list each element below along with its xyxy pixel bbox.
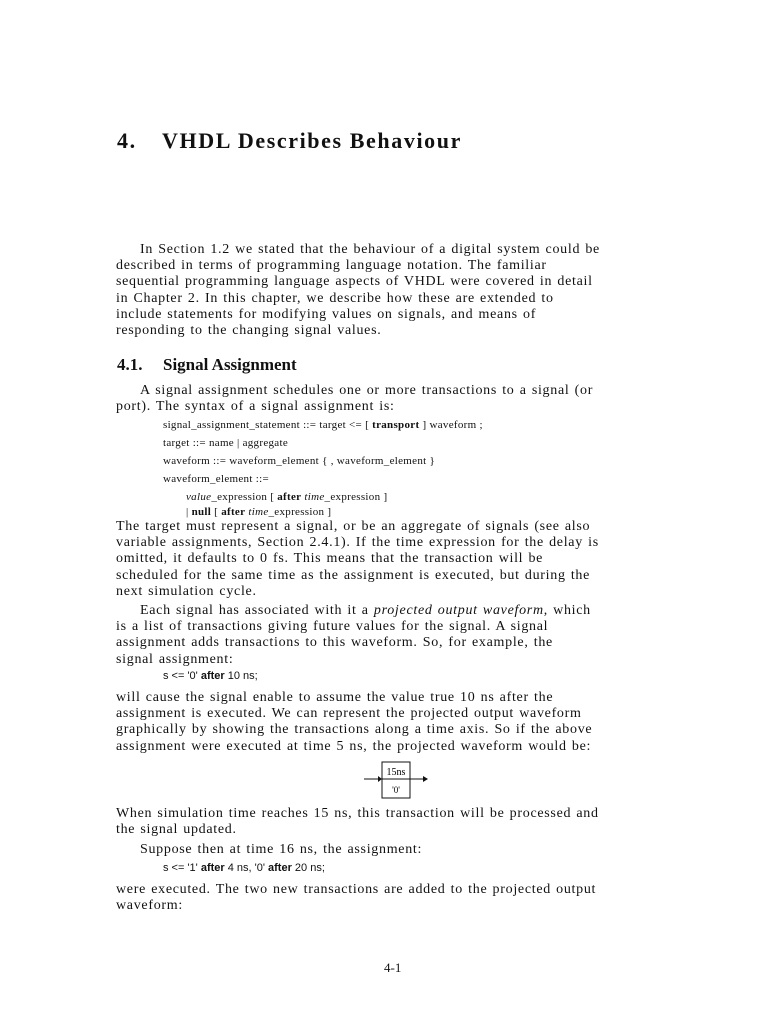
section-number: 4.1. [117,355,143,374]
keyword-after: after [200,862,225,874]
text-line: next simulation cycle. [116,583,257,599]
grammar-line: waveform_element ::= [163,473,269,485]
code-example-1: s <= '0' after 10 ns; [163,670,258,682]
grammar-line: target ::= name | aggregate [163,437,289,449]
transaction-value: '0' [392,785,400,795]
chapter-number: 4. [117,128,137,153]
text-line: Each signal has associated with it a projected output waveform, which [140,603,591,618]
keyword-after: after [200,670,225,682]
text-line: When simulation time reaches 15 ns, this transaction will be processed and [116,806,599,821]
text-line: described in terms of programming language notation. The familiar [116,258,547,274]
keyword-transport: transport [372,419,420,431]
text-line: responding to the changing signal values. [116,323,382,339]
term-projected-output-waveform: projected output waveform [373,603,544,618]
keyword-null: null [191,506,212,518]
text-line: sequential programming language aspects of VHDL were covered in detail [116,274,593,290]
text-line: signal assignment: [116,651,234,667]
text-line: include statements for modifying values on signals, and means of [116,306,537,322]
section-title: Signal Assignment [163,355,297,374]
text-line: graphically by showing the transactions along a time axis. So if the above [116,722,593,738]
chapter-title: VHDL Describes Behaviour [162,128,462,153]
text-line: is a list of transactions giving future values for the signal. A signal [116,619,549,635]
text-line: were executed. The two new transactions are added to the projected output [116,882,597,897]
keyword-after: after [277,491,302,503]
when-paragraph [116,806,676,838]
text-line: assignment is executed. We can represent the projected output waveform [116,706,582,722]
text-line: A signal assignment schedules one or more transactions to a signal (or [140,383,594,398]
time-axis-arrow-right [423,776,428,782]
projected-waveform-diagram [362,760,430,802]
target-paragraph [116,519,676,600]
projected-waveform-paragraph [116,603,676,668]
grammar-line: signal_assignment_statement ::= target <= [ transport ] waveform ; [163,419,483,431]
code-example-2: s <= '1' after 4 ns, '0' after 20 ns; [163,862,325,874]
grammar-line: | null [ after time_expression ] [186,506,332,518]
text-line: scheduled for the same time as the assignment is executed, but during the [116,567,591,583]
text-line: The target must represent a signal, or be an aggregate of signals (see also [116,519,591,534]
grammar-line: value_expression [ after time_expression ] [186,491,388,503]
text-line: Suppose then at time 16 ns, the assignment: [140,842,423,857]
signal-assignment-paragraph [116,383,676,415]
text-line: in Chapter 2. In this chapter, we describe how these are extended to [116,290,554,306]
text-line: port). The syntax of a signal assignment is: [116,399,395,415]
syntax-grammar [163,416,483,521]
will-cause-paragraph [116,690,676,755]
intro-paragraph [116,242,676,339]
chapter-heading [117,128,462,154]
were-executed-paragraph [116,882,676,914]
suppose-paragraph [116,842,676,858]
text-line: assignment were executed at time 5 ns, the projected waveform would be: [116,738,592,754]
text-line: omitted, it defaults to 0 fs. This means that the transaction will be [116,551,544,567]
transaction-time: 15ns [386,767,406,778]
text-line: variable assignments, Section 2.4.1). If the time expression for the delay is [116,535,599,551]
page-number: 4-1 [384,960,402,975]
text-line: assignment adds transactions to this waveform. So, for example, the [116,635,553,651]
grammar-line: waveform ::= waveform_element { , waveform_element } [163,455,436,467]
text-line: waveform: [116,898,183,914]
text-line: the signal updated. [116,822,237,838]
text-line: will cause the signal enable to assume the value true 10 ns after the [116,690,554,705]
text-line: In Section 1.2 we stated that the behaviour of a digital system could be [140,242,600,257]
keyword-after: after [268,862,292,874]
time-axis-arrow-left [378,776,382,782]
section-heading [117,355,297,375]
keyword-after: after [221,506,246,518]
